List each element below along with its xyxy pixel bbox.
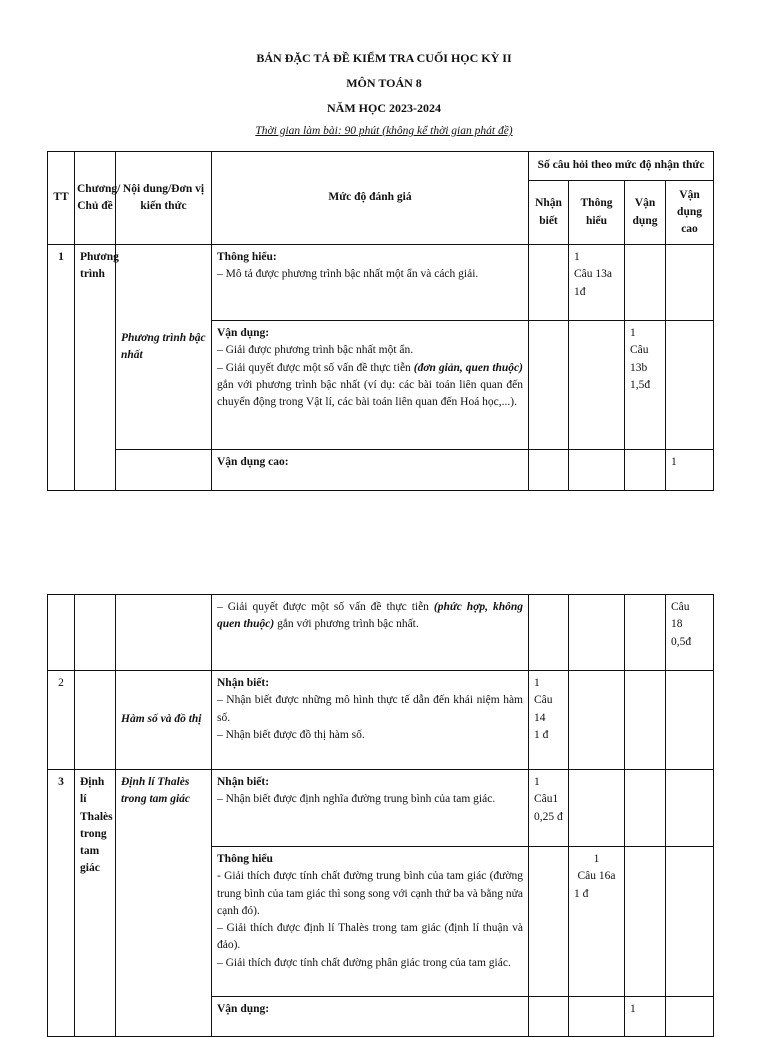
row3-chapter: Định lí Thalès trong tam giác bbox=[75, 770, 116, 1037]
count-points: 0,25 đ bbox=[534, 810, 563, 823]
count-question-no: 13b bbox=[630, 361, 648, 374]
row3-th-nb bbox=[529, 847, 569, 997]
count-points: 1 đ bbox=[574, 887, 589, 900]
desc-emphasis: (phức hợp, không quen thuộc) bbox=[217, 601, 523, 631]
level-label: Thông hiểu: bbox=[217, 251, 277, 263]
level-desc: – Giải thích được tính chất đường phân giác trong của tam giác. bbox=[217, 956, 511, 969]
level-label: Vận dụng: bbox=[217, 1003, 270, 1015]
cont-vd bbox=[625, 595, 666, 671]
row1-vdc-count: 1 bbox=[666, 450, 714, 491]
head-content: Nội dung/Đơn vị kiến thức bbox=[116, 152, 212, 245]
row3-nb-vd bbox=[625, 770, 666, 847]
level-desc: – Mô tả được phương trình bậc nhất một ẩn và cách giải. bbox=[217, 268, 479, 281]
row2-th bbox=[569, 671, 625, 770]
head-nhan-biet: Nhận biết bbox=[529, 181, 569, 245]
count-points: 1 đ bbox=[534, 728, 549, 741]
count-number: 1 bbox=[574, 251, 580, 263]
row1-van-dung-cao-cell bbox=[212, 450, 529, 491]
head-van-dung-cao: Vận dụng cao bbox=[666, 181, 714, 245]
cont-tt bbox=[48, 595, 75, 671]
count-question: Câu 13a bbox=[574, 268, 613, 281]
desc-part: gắn với phương trình bậc nhất. bbox=[274, 618, 419, 631]
count-points: 1,5đ bbox=[630, 378, 651, 391]
head-tt: TT bbox=[48, 152, 75, 245]
spec-table-page-2 bbox=[47, 594, 714, 1037]
desc-part: – Giải quyết được một số vấn đề thực tiễn bbox=[217, 601, 434, 613]
row3-thong-hieu-cell bbox=[212, 847, 529, 997]
cont-vdc-count bbox=[666, 595, 714, 671]
row1-tt: 1 bbox=[48, 245, 75, 491]
row1-chapter: Phương trình bbox=[75, 245, 116, 491]
row3-th-vd bbox=[625, 847, 666, 997]
row1-vdc-nb bbox=[529, 450, 569, 491]
level-desc: – Giải thích được định lí Thalès trong tam giác (định lí thuận và đảo). bbox=[217, 922, 523, 952]
row1-th-vdc bbox=[666, 245, 714, 321]
row3-nb-vdc bbox=[666, 770, 714, 847]
count-question: Câu 16a bbox=[577, 870, 616, 883]
row2-vdc bbox=[666, 671, 714, 770]
head-count-group: Số câu hỏi theo mức độ nhận thức bbox=[529, 152, 714, 181]
row3-vd-th bbox=[569, 997, 625, 1037]
row2-nb-count bbox=[529, 671, 569, 770]
level-desc: – Nhận biết được những mô hình thực tế dẫn đến khái niệm hàm số. bbox=[217, 694, 523, 724]
row1-vd-vdc bbox=[666, 321, 714, 450]
row1-vdc-th bbox=[569, 450, 625, 491]
row1-vd-nb bbox=[529, 321, 569, 450]
row3-content: Định lí Thalès trong tam giác bbox=[116, 770, 212, 1037]
row3-th-count bbox=[569, 847, 625, 997]
row1-vdc-content bbox=[116, 450, 212, 491]
cont-nb bbox=[529, 595, 569, 671]
count-number: 1 bbox=[630, 327, 636, 339]
row3-vd-vdc bbox=[666, 997, 714, 1037]
row3-vd-nb bbox=[529, 997, 569, 1037]
row3-nb-count bbox=[529, 770, 569, 847]
cont-th bbox=[569, 595, 625, 671]
row3-vd-count: 1 bbox=[625, 997, 666, 1037]
level-desc: – Giải được phương trình bậc nhất một ẩn. bbox=[217, 344, 414, 357]
desc-emphasis: (đơn giản, quen thuộc) bbox=[413, 361, 523, 374]
level-label: Nhận biết: bbox=[217, 677, 270, 689]
doc-title: BẢN ĐẶC TẢ ĐỀ KIỂM TRA CUỐI HỌC KỲ II bbox=[256, 51, 512, 65]
row2-tt: 2 bbox=[48, 671, 75, 770]
desc-part: gắn với phương trình bậc nhất (ví dụ: các bài toán liên quan đến chuyển động trong Vật lí, các bài toán liên quan đến Hoá học,...). bbox=[217, 378, 523, 408]
level-label: Vận dụng cao: bbox=[217, 456, 289, 468]
head-thong-hieu: Thông hiểu bbox=[569, 181, 625, 245]
row1-th-count bbox=[569, 245, 625, 321]
level-label: Nhận biết: bbox=[217, 776, 270, 788]
level-label: Vận dụng: bbox=[217, 327, 270, 339]
level-desc: – Nhận biết được định nghĩa đường trung bình của tam giác. bbox=[217, 793, 496, 806]
row1-thong-hieu-cell bbox=[212, 245, 529, 321]
row1-van-dung-cell bbox=[212, 321, 529, 450]
count-question: Câu bbox=[630, 344, 649, 357]
count-question: Câu1 bbox=[534, 793, 559, 806]
row1-vd-th bbox=[569, 321, 625, 450]
doc-school-year: NĂM HỌC 2023-2024 bbox=[327, 101, 441, 115]
doc-time-note: Thời gian làm bài: 90 phút (không kể thời gian phát đề) bbox=[255, 125, 513, 137]
row1-th-nb bbox=[529, 245, 569, 321]
cont-chapter bbox=[75, 595, 116, 671]
head-level: Mức độ đánh giá bbox=[212, 152, 529, 245]
doc-subject: MÔN TOÁN 8 bbox=[346, 76, 422, 90]
head-chapter: Chương/ Chủ đề bbox=[75, 152, 116, 245]
count-points: 1đ bbox=[574, 285, 586, 298]
row1-th-vd bbox=[625, 245, 666, 321]
row2-content: Hàm số và đồ thị bbox=[116, 671, 212, 770]
row1-content: Phương trình bậc nhất bbox=[116, 245, 212, 450]
count-number: 1 bbox=[593, 853, 600, 865]
row1-vdc-vd bbox=[625, 450, 666, 491]
level-desc: – Nhận biết được đồ thị hàm số. bbox=[217, 728, 365, 741]
row3-th-vdc bbox=[666, 847, 714, 997]
row2-vd bbox=[625, 671, 666, 770]
row3-nb-th bbox=[569, 770, 625, 847]
level-label: Thông hiểu bbox=[217, 853, 273, 865]
row3-tt: 3 bbox=[48, 770, 75, 1037]
row2-nhan-biet-cell bbox=[212, 671, 529, 770]
row2-chapter bbox=[75, 671, 116, 770]
head-van-dung: Vận dụng bbox=[625, 181, 666, 245]
desc-part: – Giải quyết được một số vấn đề thực tiễn bbox=[217, 361, 414, 374]
count-question-no: 18 bbox=[671, 618, 683, 631]
cont-content bbox=[116, 595, 212, 671]
count-points: 0,5đ bbox=[671, 635, 692, 648]
row3-van-dung-cell bbox=[212, 997, 529, 1037]
count-number: 1 bbox=[534, 776, 540, 788]
cont-vdc-cell bbox=[212, 595, 529, 671]
level-desc: - Giải thích được tính chất đường trung bình của tam giác (đường trung bình của tam giác thì song song với cạnh thứ ba và bằng nửa cạnh đó). bbox=[217, 870, 523, 917]
count-question: Câu bbox=[534, 694, 553, 707]
row3-nhan-biet-cell bbox=[212, 770, 529, 847]
level-desc-complex bbox=[217, 599, 523, 634]
row1-vd-count bbox=[625, 321, 666, 450]
level-desc-applied bbox=[217, 360, 523, 412]
count-number: 1 bbox=[534, 677, 540, 689]
count-question-no: 14 bbox=[534, 711, 546, 724]
count-question: Câu bbox=[671, 601, 690, 613]
spec-table-page-1 bbox=[47, 151, 714, 491]
